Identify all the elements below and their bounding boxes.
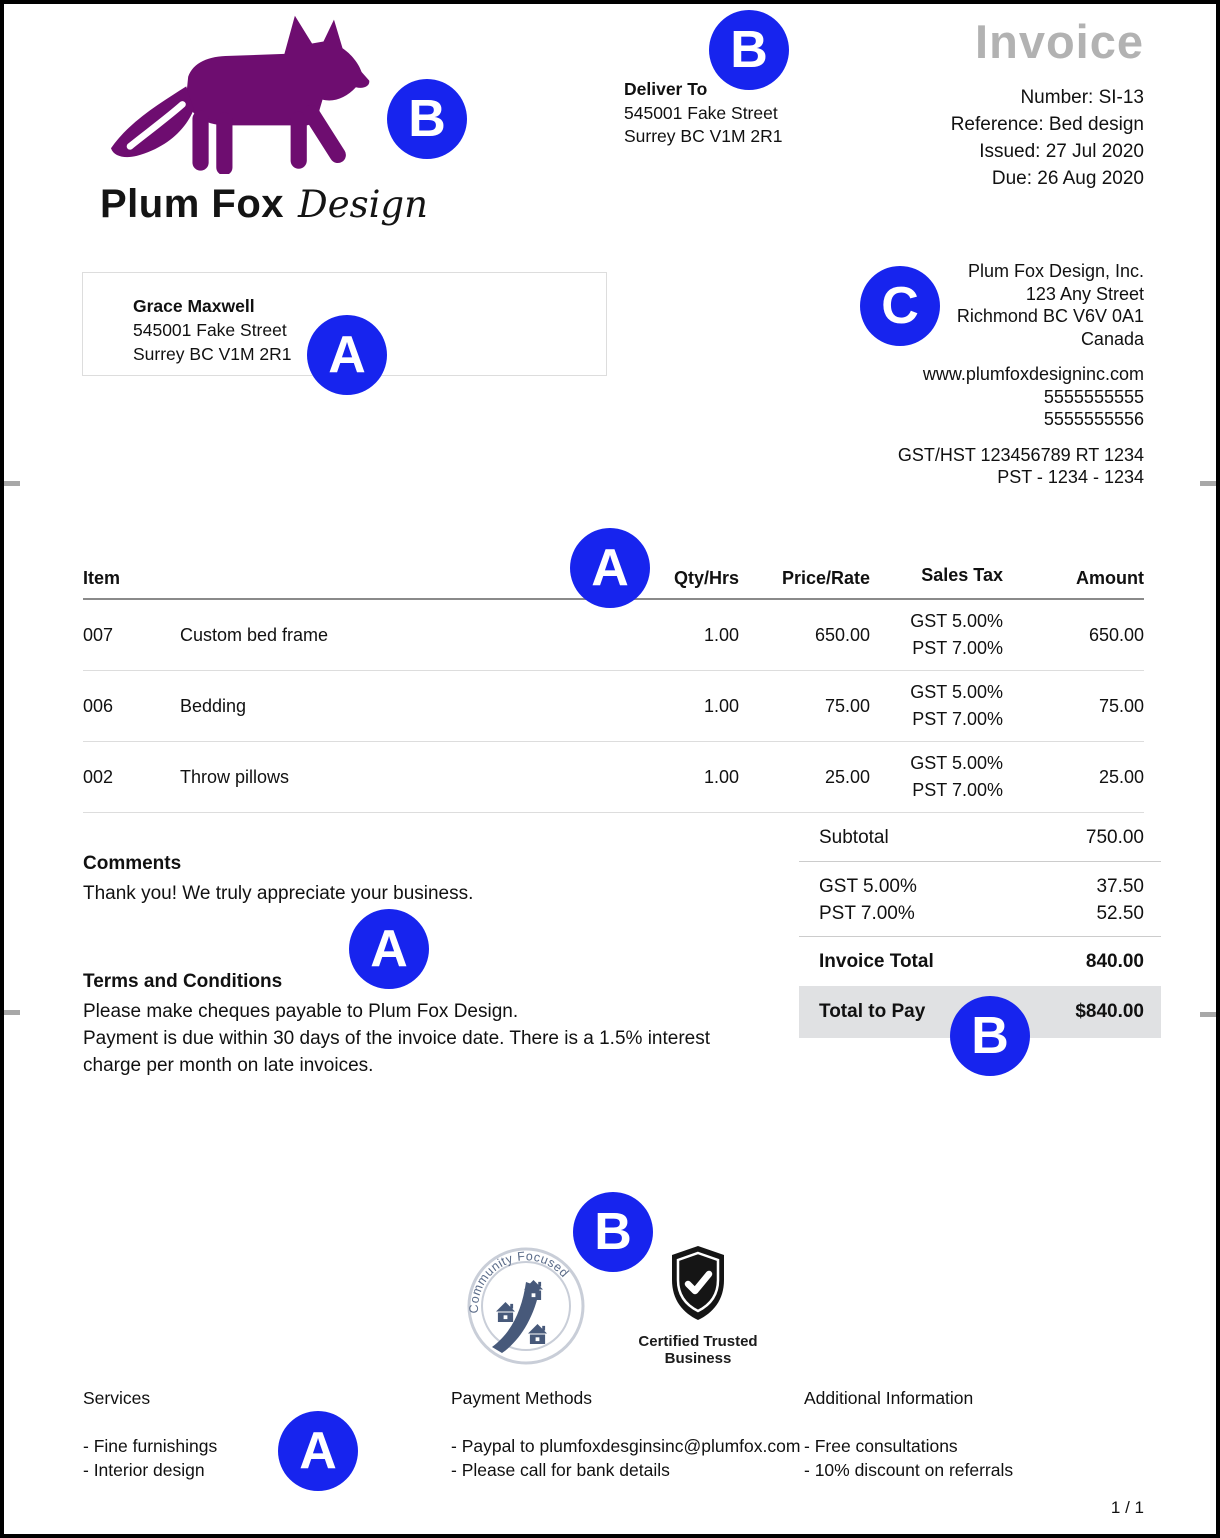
svg-text:Community Focused: Community Focused [466,1249,572,1314]
item-amount: 650.00 [1088,624,1144,645]
deliver-to-street: 545001 Fake Street [624,102,778,123]
bill-to-name: Grace Maxwell [133,296,255,316]
header-tax: Sales Tax [921,565,1003,585]
page-number: 1 / 1 [1110,1498,1144,1517]
company-phone-1: 5555555555 [1043,386,1144,407]
annotation-marker-deliver-to: B [709,10,789,90]
item-price: 650.00 [814,624,870,645]
annotation-marker-company: C [860,266,940,346]
table-row [83,671,1144,742]
company-pst-number: PST - 1234 - 1234 [997,467,1144,487]
item-qty: 1.00 [703,766,739,787]
footer-additional-heading: Additional Information [804,1388,974,1408]
brand-main-text: Plum Fox [100,182,285,226]
footer-additional-item: - Free consultations [804,1436,958,1456]
table-row [83,742,1144,813]
company-gst-number: GST/HST 123456789 RT 1234 [897,444,1144,465]
community-focused-badge-icon [466,1246,586,1366]
pst-row [799,900,1161,927]
terms-text-line1: Please make cheques payable to Plum Fox Design. [83,1001,519,1022]
company-name: Plum Fox Design, Inc. [967,261,1144,281]
footer-services-item: - Interior design [83,1459,205,1480]
annotation-marker-footer: A [278,1411,358,1491]
table-row [83,600,1144,671]
invoice-reference: Reference: Bed design [950,114,1144,135]
invoice-issued-date: Issued: 27 Jul 2020 [979,141,1144,162]
fold-mark [4,481,20,486]
certified-badge-line2: Business [664,1349,732,1367]
item-sales-tax: GST 5.00% PST 7.00% [910,682,1003,729]
item-sales-tax: GST 5.00% PST 7.00% [910,611,1003,658]
annotation-marker-badges: B [573,1192,653,1272]
footer-payment-methods [451,1388,800,1482]
certified-trusted-badge [632,1244,764,1367]
pst-value: 52.50 [1096,902,1144,924]
fox-logo-icon [84,12,380,174]
company-city: Richmond BC V6V 0A1 [956,306,1144,326]
invoice-total-value: 840.00 [1085,950,1144,972]
header-amount: Amount [1076,568,1144,588]
footer-services [83,1388,217,1482]
item-price: 25.00 [824,766,870,787]
subtotal-row [799,814,1161,862]
subtotal-value: 750.00 [1085,826,1144,848]
invoice-total-label: Invoice Total [819,950,934,972]
total-to-pay-value: $840.00 [1075,1001,1144,1022]
gst-value: 37.50 [1096,875,1144,897]
company-info-block [744,260,1144,489]
invoice-total-row [799,937,1161,986]
item-amount: 25.00 [1098,766,1144,787]
item-description: Bedding [180,695,247,716]
comments-text: Thank you! We truly appreciate your business. [83,883,474,904]
footer-additional-info [804,1388,1013,1482]
invoice-title: Invoice [975,15,1144,68]
footer-services-heading: Services [83,1388,151,1408]
terms-heading: Terms and Conditions [83,971,283,992]
gst-row [799,873,1161,900]
item-code: 007 [83,624,114,645]
company-website: www.plumfoxdesigninc.com [922,364,1144,384]
header-price: Price/Rate [781,568,870,588]
bill-to-city: Surrey BC V1M 2R1 [133,344,292,364]
item-price: 75.00 [824,695,870,716]
invoice-meta [744,84,1144,192]
item-qty: 1.00 [703,624,739,645]
annotation-marker-comments: A [349,909,429,989]
bill-to-street: 545001 Fake Street [133,320,287,340]
footer-payment-item: - Please call for bank details [451,1459,670,1480]
item-sales-tax: GST 5.00% PST 7.00% [910,753,1003,800]
header-qty: Qty/Hrs [673,568,739,588]
brand-script-text: Design [298,183,428,226]
footer-additional-item: - 10% discount on referrals [804,1459,1014,1480]
total-to-pay-label: Total to Pay [819,1001,926,1022]
pst-label: PST 7.00% [819,902,915,924]
shield-check-icon [668,1244,728,1322]
deliver-to-city: Surrey BC V1M 2R1 [624,126,783,146]
item-amount: 75.00 [1098,695,1144,716]
brand-name [100,182,428,227]
annotation-marker-table: A [570,528,650,608]
footer-payment-heading: Payment Methods [451,1388,593,1408]
company-country: Canada [1080,328,1144,349]
annotation-marker-logo: B [387,79,467,159]
company-street: 123 Any Street [1025,283,1144,304]
item-description: Custom bed frame [180,624,329,645]
fold-mark [1200,1012,1216,1017]
invoice-number: Number: SI-13 [1020,87,1144,108]
item-description: Throw pillows [180,766,290,787]
item-code: 002 [83,766,114,787]
terms-text-line2: Payment is due within 30 days of the invoice date. There is a 1.5% interest charge per month on late invoices. [83,1028,710,1076]
subtotal-label: Subtotal [819,826,889,848]
certified-badge-line1: Certified Trusted [638,1333,758,1350]
header-item: Item [83,568,121,588]
deliver-to-label: Deliver To [624,79,708,99]
fold-mark [4,1010,20,1015]
comments-heading: Comments [83,853,182,874]
gst-label: GST 5.00% [819,875,917,897]
footer-payment-item: - Paypal to plumfoxdesginsinc@plumfox.com [451,1436,801,1456]
tax-rows [799,862,1161,937]
item-code: 006 [83,695,114,716]
footer-services-item: - Fine furnishings [83,1436,218,1456]
company-phone-2: 5555555556 [1043,409,1144,429]
annotation-marker-bill-to: A [307,315,387,395]
annotation-marker-total: B [950,996,1030,1076]
fold-mark [1200,481,1216,486]
item-qty: 1.00 [703,695,739,716]
invoice-due-date: Due: 26 Aug 2020 [991,168,1144,189]
